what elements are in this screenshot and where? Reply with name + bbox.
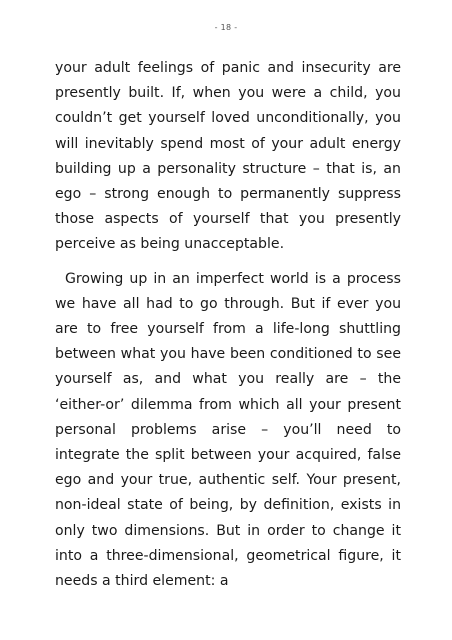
paragraph-2: Growing up in an imperfect world is a process we have all had to go through. But if ever you are to free yourself from a life-long shuttling between what you have been conditioned to see yourself as, and what you really are – the ‘either-or’ dilemma from which all your present personal problems arise – you’ll need to integrate the split between your acquired, false ego and your true, authentic self. Your present, non-ideal state of being, by definition, exists in only two dimensions. But in order to change it into a three-dimensional, geometrical figure, it needs a third element: a xyxy=(55,270,401,590)
page-number: - 18 - xyxy=(214,23,238,32)
body-text xyxy=(55,56,401,594)
paragraph-1: your adult feelings of panic and insecurity are presently built. If, when you were a child, you couldn’t get yourself loved unconditionally, you will inevitably spend most of your adult energy building up a personality structure – that is, an ego – strong enough to permanently suppress those aspects of yourself that you presently perceive as being unacceptable. xyxy=(55,60,401,253)
